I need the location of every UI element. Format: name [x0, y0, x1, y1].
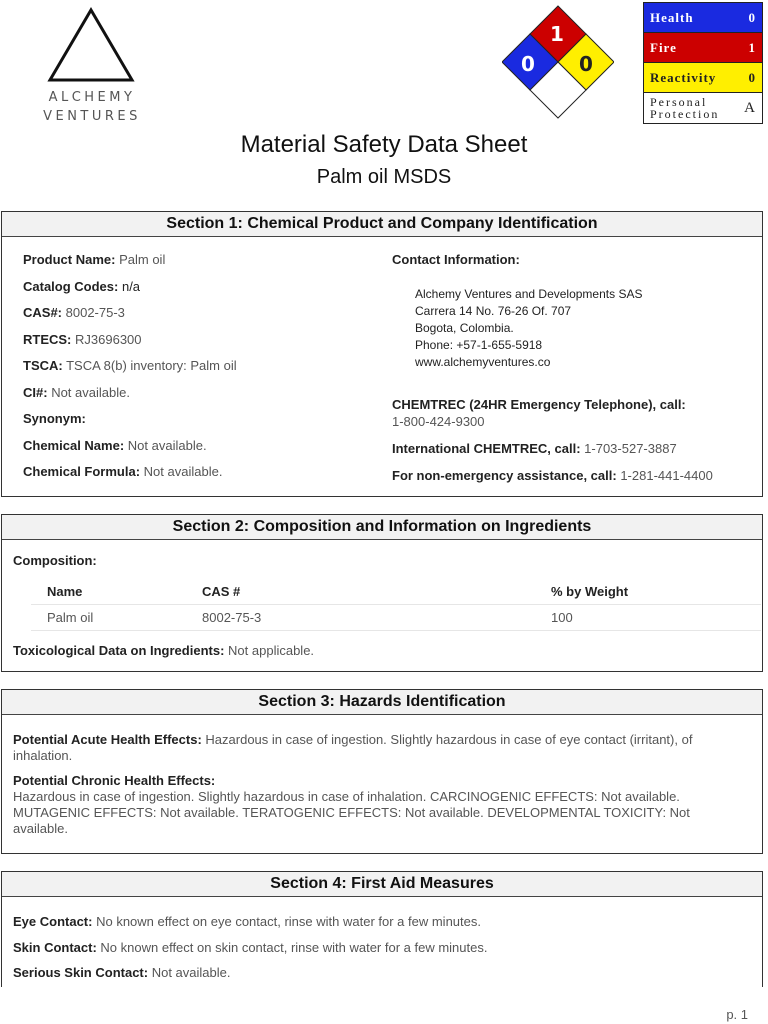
eye-contact-value: No known effect on eye contact, rinse with water for a few minutes.	[96, 914, 481, 929]
hazard-rating-table	[643, 2, 763, 124]
page-title: Material Safety Data Sheet	[240, 131, 528, 158]
hazard-personal-protection-row	[644, 93, 762, 123]
chemtrec-phone: 1-800-424-9300	[392, 414, 485, 429]
table-row	[31, 605, 761, 631]
intl-chemtrec-field	[392, 441, 752, 456]
eye-contact	[13, 914, 487, 940]
product-name-value: Palm oil	[119, 252, 166, 267]
contact-company: Alchemy Ventures and Developments SAS	[415, 287, 643, 301]
hazard-reactivity-value: 0	[748, 69, 756, 85]
column-header-name: Name	[47, 584, 83, 599]
cas-label: CAS#:	[23, 305, 63, 320]
nfpa-reactivity-value: 0	[579, 52, 593, 76]
product-name-label: Product Name:	[23, 252, 116, 267]
section-2	[1, 514, 763, 672]
chemical-name-field	[23, 438, 373, 465]
section-2-heading: Section 2: Composition and Information on Ingredients	[2, 515, 762, 540]
composition-table	[31, 579, 761, 631]
nonemergency-phone: 1-281-441-4400	[620, 468, 713, 483]
tsca-value: TSCA 8(b) inventory: Palm oil	[66, 358, 237, 373]
product-identification	[23, 252, 373, 491]
contact-address	[415, 286, 642, 371]
chemical-name-label: Chemical Name:	[23, 437, 125, 453]
cas-field	[23, 305, 373, 332]
logo-text-line1: ALCHEMY	[48, 90, 136, 105]
product-name-field	[23, 252, 373, 279]
logo-text-line2: VENTURES	[43, 109, 141, 124]
catalog-codes-label: Catalog Codes:	[23, 278, 119, 294]
contact-city: Bogota, Colombia.	[415, 321, 514, 335]
skin-contact-value: No known effect on skin contact, rinse with water for a few minutes.	[100, 939, 488, 955]
section-4-heading: Section 4: First Aid Measures	[2, 872, 762, 897]
ci-value: Not available.	[51, 384, 130, 400]
cell-name: Palm oil	[47, 610, 94, 625]
cas-value: 8002-75-3	[65, 305, 125, 320]
skin-contact	[13, 940, 487, 966]
section-3-heading: Section 3: Hazards Identification	[2, 690, 762, 715]
tsca-label: TSCA:	[23, 358, 63, 373]
column-header-cas: CAS #	[202, 584, 241, 599]
section-1	[1, 211, 763, 497]
hazards-body	[13, 732, 743, 837]
chronic-effects	[13, 773, 743, 837]
tox-value: Not applicable.	[228, 643, 315, 658]
eye-contact-label: Eye Contact:	[13, 914, 93, 929]
hazard-reactivity-label: Reactivity	[650, 69, 717, 85]
composition-label: Composition:	[13, 553, 97, 568]
section-1-heading: Section 1: Chemical Product and Company Identification	[2, 212, 762, 237]
serious-skin-contact-label: Serious Skin Contact:	[13, 965, 149, 980]
chemtrec-label: CHEMTREC (24HR Emergency Telephone), call:	[392, 397, 686, 412]
page-subtitle: Palm oil MSDS	[316, 166, 452, 188]
hazard-health-value: 0	[748, 9, 756, 25]
rtecs-value: RJ3696300	[75, 331, 142, 347]
ci-label: CI#:	[23, 384, 48, 400]
ci-field	[23, 385, 373, 412]
nfpa-fire-value: 1	[550, 22, 564, 46]
contact-phone: Phone: +57-1-655-5918	[415, 338, 543, 352]
nfpa-diamond	[502, 4, 614, 124]
tsca-field	[23, 358, 373, 385]
contact-label: Contact Information:	[392, 252, 520, 267]
chronic-effects-value: Hazardous in case of ingestion. Slightly hazardous in case of inhalation. CARCINOGENIC EFFECTS: Not available. MUTAGENIC EFFECTS: Not available. TERATOGENIC EFFECTS: Not available. DEVELOPMENTAL TOXICITY: Not available.	[13, 789, 690, 836]
page-number: p. 1	[726, 1007, 748, 1022]
chemical-formula-field	[23, 464, 373, 491]
catalog-codes-value: n/a	[121, 278, 141, 294]
column-header-weight: % by Weight	[551, 584, 629, 599]
hazard-pp-value: A	[744, 99, 756, 116]
catalog-codes-field	[23, 279, 373, 306]
chemical-formula-label: Chemical Formula:	[23, 464, 141, 479]
acute-effects	[13, 732, 743, 764]
triangle-logo-icon	[46, 6, 136, 84]
rtecs-field	[23, 332, 373, 359]
serious-skin-contact-value: Not available.	[151, 965, 231, 980]
serious-skin-contact	[13, 965, 487, 991]
intl-chemtrec-label: International CHEMTREC, call:	[392, 441, 581, 456]
hazard-pp-label-line1: Personal	[650, 95, 708, 109]
hazard-reactivity-row	[644, 63, 762, 93]
hazard-health-label: Health	[650, 9, 694, 25]
nonemergency-field	[392, 468, 752, 483]
section-3	[1, 689, 763, 854]
company-logo	[22, 6, 162, 128]
nfpa-health-value: 0	[521, 52, 535, 76]
skin-contact-label: Skin Contact:	[13, 939, 97, 955]
tox-label: Toxicological Data on Ingredients:	[13, 643, 225, 658]
intl-chemtrec-phone: 1-703-527-3887	[584, 441, 677, 456]
hazard-fire-row	[644, 33, 762, 63]
acute-effects-label: Potential Acute Health Effects:	[13, 732, 202, 747]
chronic-effects-label: Potential Chronic Health Effects:	[13, 773, 216, 788]
synonym-label: Synonym:	[23, 411, 86, 426]
contact-street: Carrera 14 No. 76-26 Of. 707	[415, 304, 572, 318]
hazard-pp-label-line2: Protection	[650, 107, 720, 121]
composition-table-header	[31, 579, 761, 605]
hazard-fire-label: Fire	[650, 39, 677, 55]
contact-website[interactable]: www.alchemyventures.co	[415, 355, 551, 369]
hazard-fire-value: 1	[748, 39, 756, 55]
nonemergency-label: For non-emergency assistance, call:	[392, 468, 617, 483]
hazard-health-row	[644, 3, 762, 33]
cell-weight: 100	[551, 610, 573, 625]
section-4	[1, 871, 763, 987]
hazard-pp-label	[650, 96, 719, 120]
chemical-name-value: Not available.	[127, 437, 207, 453]
rtecs-label: RTECS:	[23, 331, 72, 347]
first-aid-body	[13, 914, 487, 991]
toxicological-data	[13, 643, 314, 658]
chemtrec-field	[392, 397, 752, 429]
chemical-formula-value: Not available.	[143, 464, 223, 479]
synonym-field	[23, 411, 373, 438]
cell-cas: 8002-75-3	[202, 610, 262, 625]
acute-effects-value: Hazardous in case of ingestion. Slightly hazardous in case of eye contact (irritant), of inhalation.	[13, 732, 693, 763]
